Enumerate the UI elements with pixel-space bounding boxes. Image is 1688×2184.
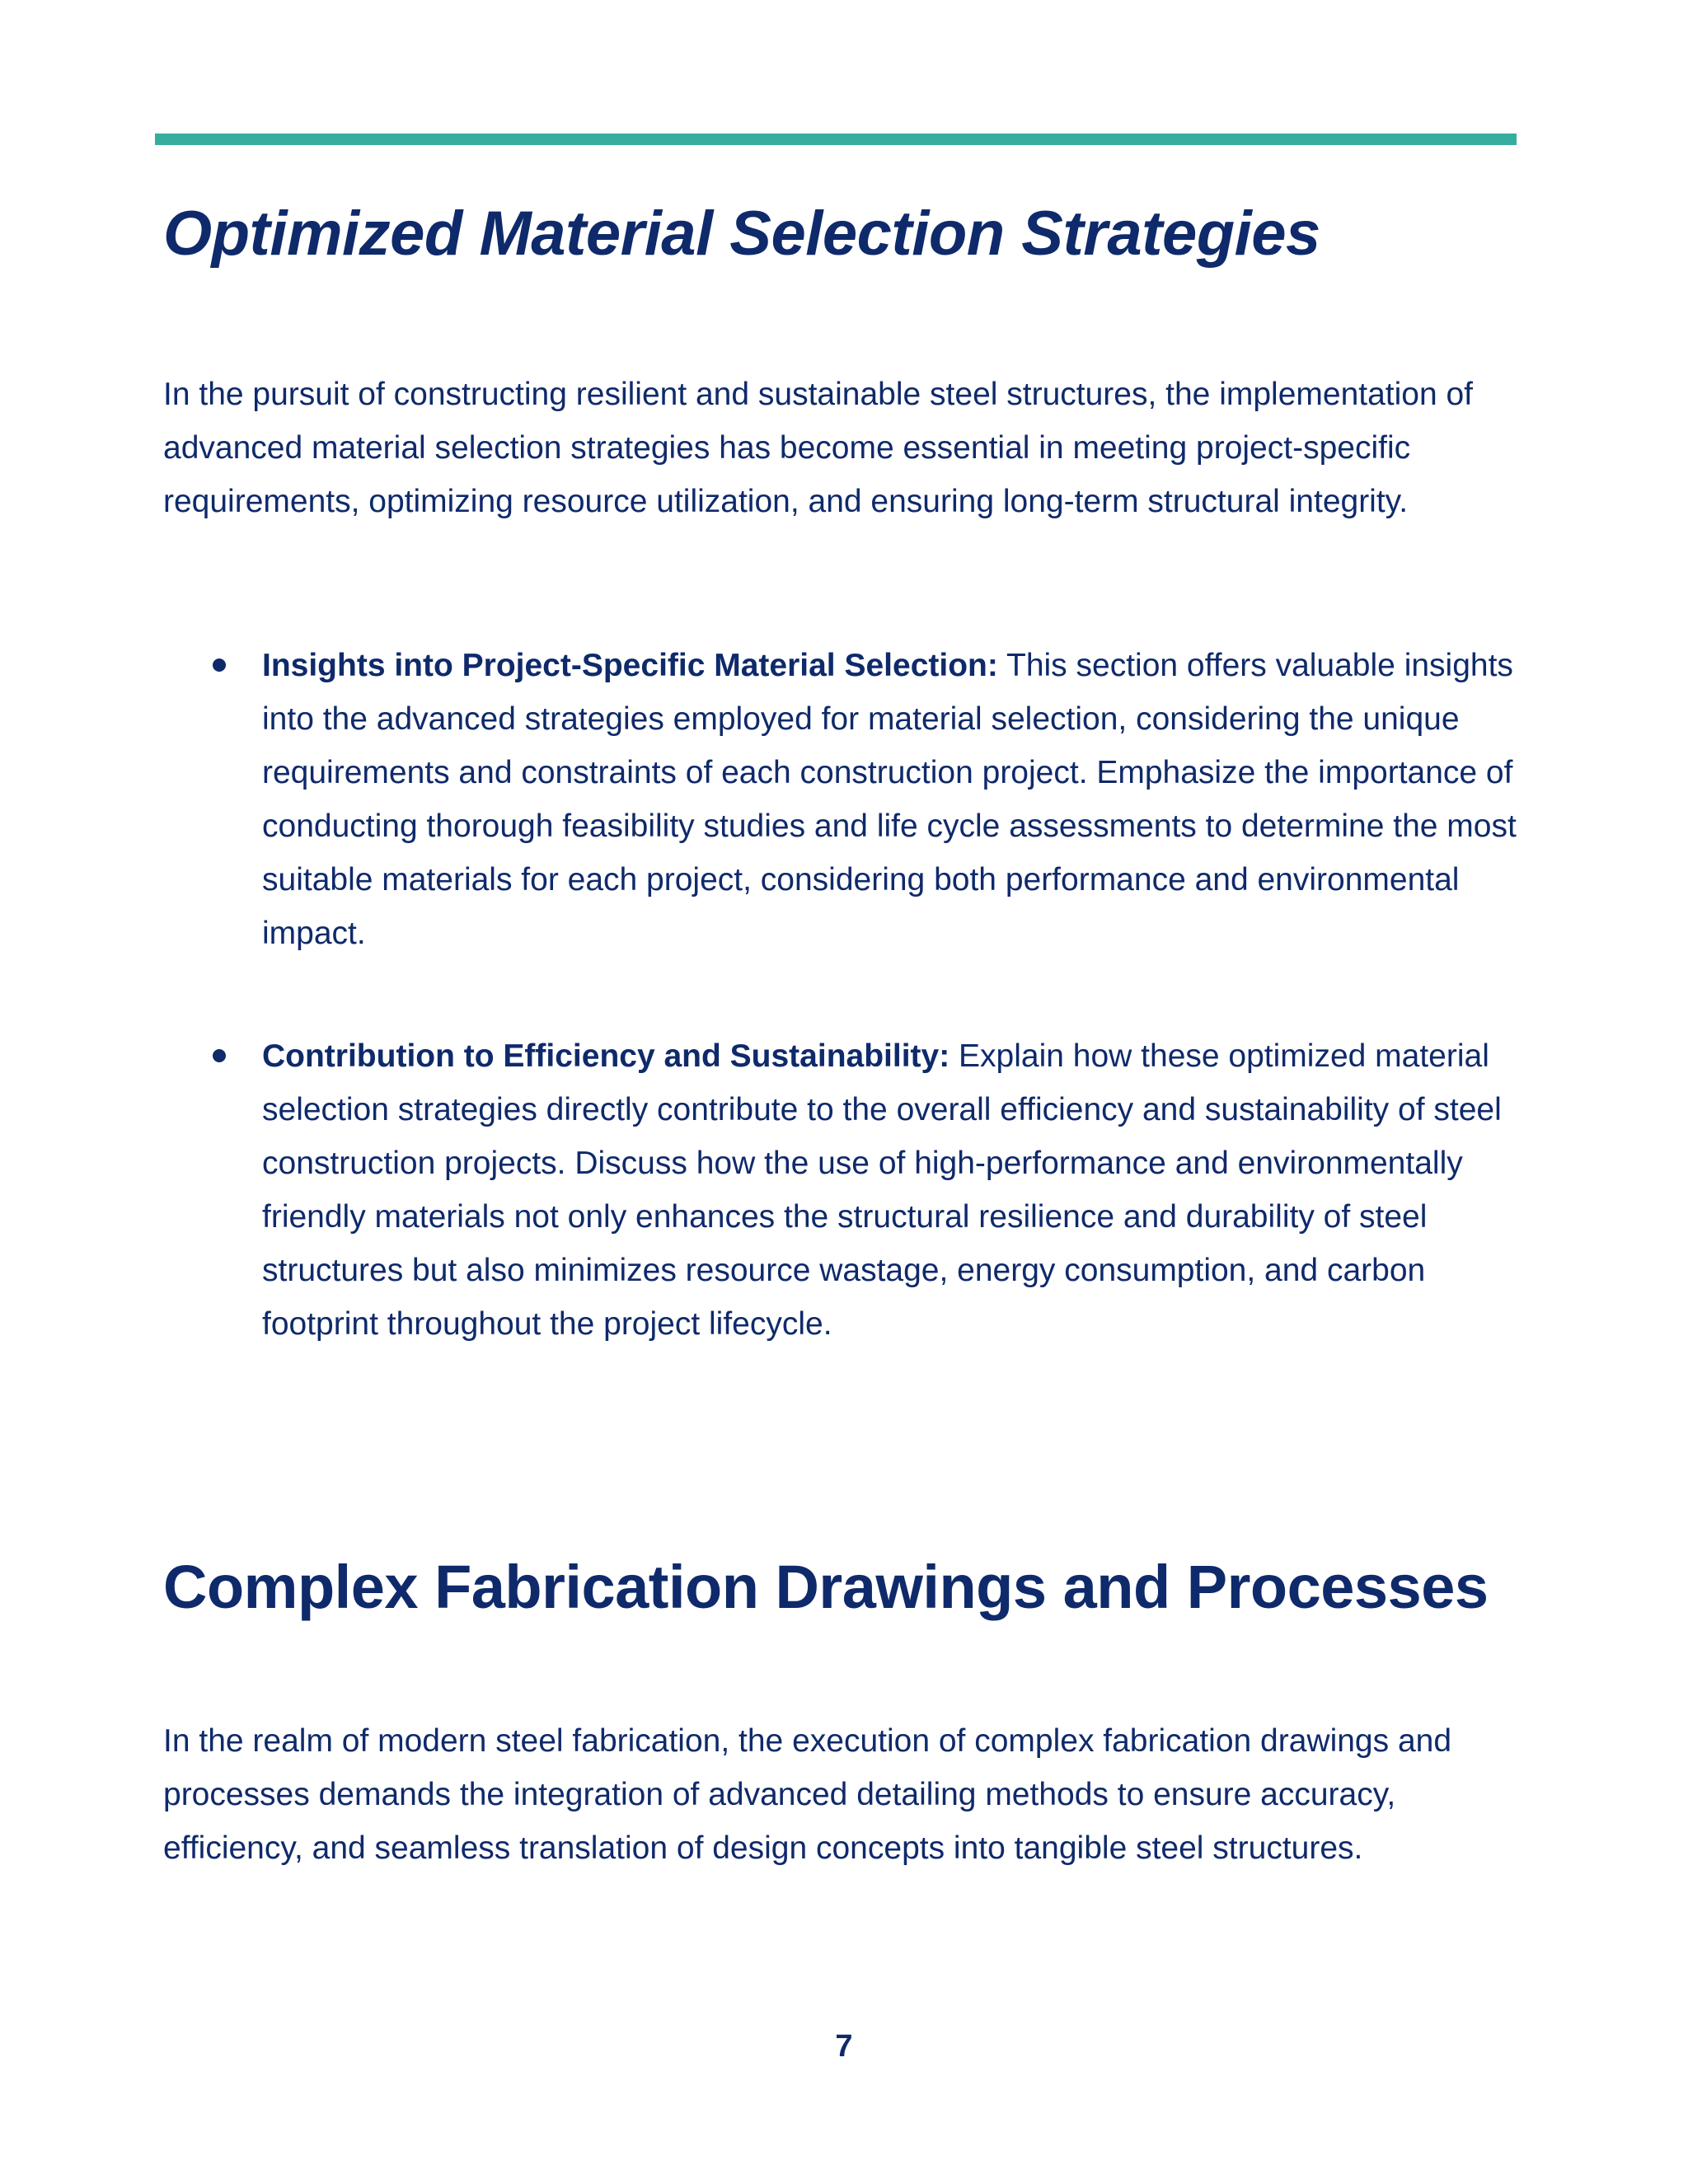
bullet-text: Explain how these optimized material selection strategies directly contribute to the overall efficiency and sustainability of steel construction projects. Discuss how the use of high-performance and environmentally friendly materials not only enhances the structural resilience and durability of steel structures but also minimizes resource wastage, energy consumption, and carbon footprint throughout the project lifecycle. bbox=[262, 1038, 1502, 1342]
page-number: 7 bbox=[835, 2029, 853, 2064]
top-accent-rule bbox=[155, 134, 1517, 145]
section-intro-material-selection: In the pursuit of constructing resilient and sustainable steel structures, the implementation of advanced material selection strategies has become essential in meeting project-specific requirements, optimizing resource utilization, and ensuring long-term structural integrity. bbox=[163, 377, 1474, 519]
section-title-material-selection: Optimized Material Selection Strategies bbox=[163, 199, 1320, 269]
bullet-text: This section offers valuable insights into the advanced strategies employed for material selection, considering the unique requirements and constraints of each construction project. Emphasize the importance of conducting thorough feasibility studies and life cycle assessments to determine the most suitable materials for each project, considering both performance and environmental impact. bbox=[262, 648, 1517, 951]
section-intro-fabrication-drawings: In the realm of modern steel fabrication, the execution of complex fabrication drawings and processes demands the integration of advanced detailing methods to ensure accuracy, efficiency, and seamless translation of design concepts into tangible steel structures. bbox=[163, 1723, 1452, 1866]
bullet-label: Contribution to Efficiency and Sustainability: bbox=[262, 1038, 950, 1074]
section-title-fabrication-drawings: Complex Fabrication Drawings and Processes bbox=[163, 1553, 1489, 1621]
bullet-item-project-specific-selection bbox=[262, 639, 1536, 960]
bullet-dot-icon bbox=[213, 1049, 226, 1062]
bullet-item-efficiency-sustainability bbox=[262, 1029, 1536, 1351]
bullet-dot-icon bbox=[213, 658, 226, 672]
bullet-label: Insights into Project-Specific Material Selection: bbox=[262, 648, 998, 683]
